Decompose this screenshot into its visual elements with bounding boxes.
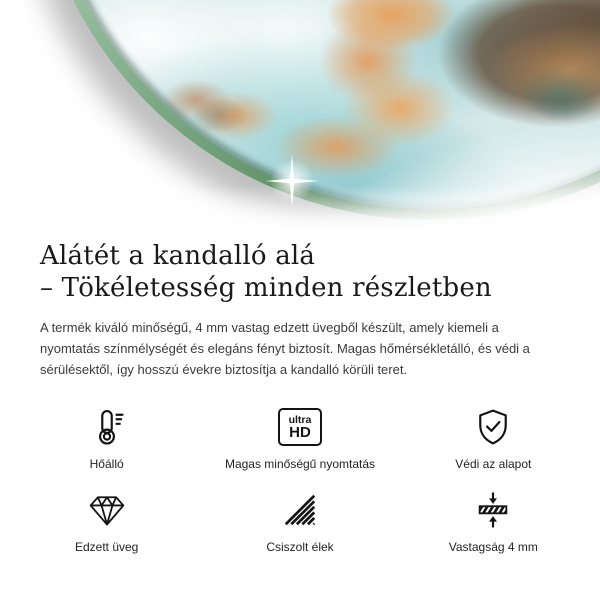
product-description: A termék kiváló minőségű, 4 mm vastag edzett üvegből készült, amely kiemeli a nyomtatás színmélységét és elegáns fényt biztosít. Magas hőmérsékletálló, és védi a sérülésektől, így hosszú évekre biztosítja a kandalló körüli teret. (40, 320, 530, 377)
page-title-line2: – Tökéletesség minden részletben (40, 273, 492, 303)
thermometer-icon (87, 407, 127, 447)
feature-hd-print (203, 407, 396, 472)
feature-label: Edzett üveg (74, 540, 139, 554)
glass-panel-surface (41, 0, 600, 209)
feature-icon-wrap (473, 407, 513, 447)
feature-label: Vastagság 4 mm (448, 540, 538, 554)
feature-label: Csiszolt élek (266, 540, 334, 554)
feature-icon-wrap (473, 490, 513, 530)
feature-label: Magas minőségű nyomtatás (224, 457, 376, 471)
feature-label: Hőálló (89, 457, 124, 471)
feature-tempered-glass (10, 490, 203, 555)
thickness-arrows-icon (473, 490, 513, 530)
shield-check-icon (473, 407, 513, 447)
feature-label: Védi az alapot (455, 457, 532, 471)
page-title-line1: Alátét a kandalló alá (40, 241, 316, 271)
glass-panel-edge (30, 0, 600, 220)
ultra-hd-icon (278, 408, 322, 446)
product-photo (0, 0, 600, 232)
ultra-hd-icon-text-bottom: HD (289, 423, 311, 441)
product-info-section (0, 232, 600, 555)
feature-icon-wrap (87, 490, 127, 530)
page-title (40, 240, 560, 304)
hatched-edge-icon (281, 491, 319, 529)
diamond-icon (87, 490, 127, 530)
feature-heat-resistant (10, 407, 203, 472)
feature-icon-wrap (87, 407, 127, 447)
feature-thickness (397, 490, 590, 555)
feature-icon-wrap (278, 407, 322, 447)
ultra-hd-icon-text-top: ultra (288, 413, 312, 426)
feature-icon-wrap (281, 490, 319, 530)
feature-polished-edges (203, 490, 396, 555)
feature-grid (0, 407, 600, 555)
feature-base-protection (397, 407, 590, 472)
